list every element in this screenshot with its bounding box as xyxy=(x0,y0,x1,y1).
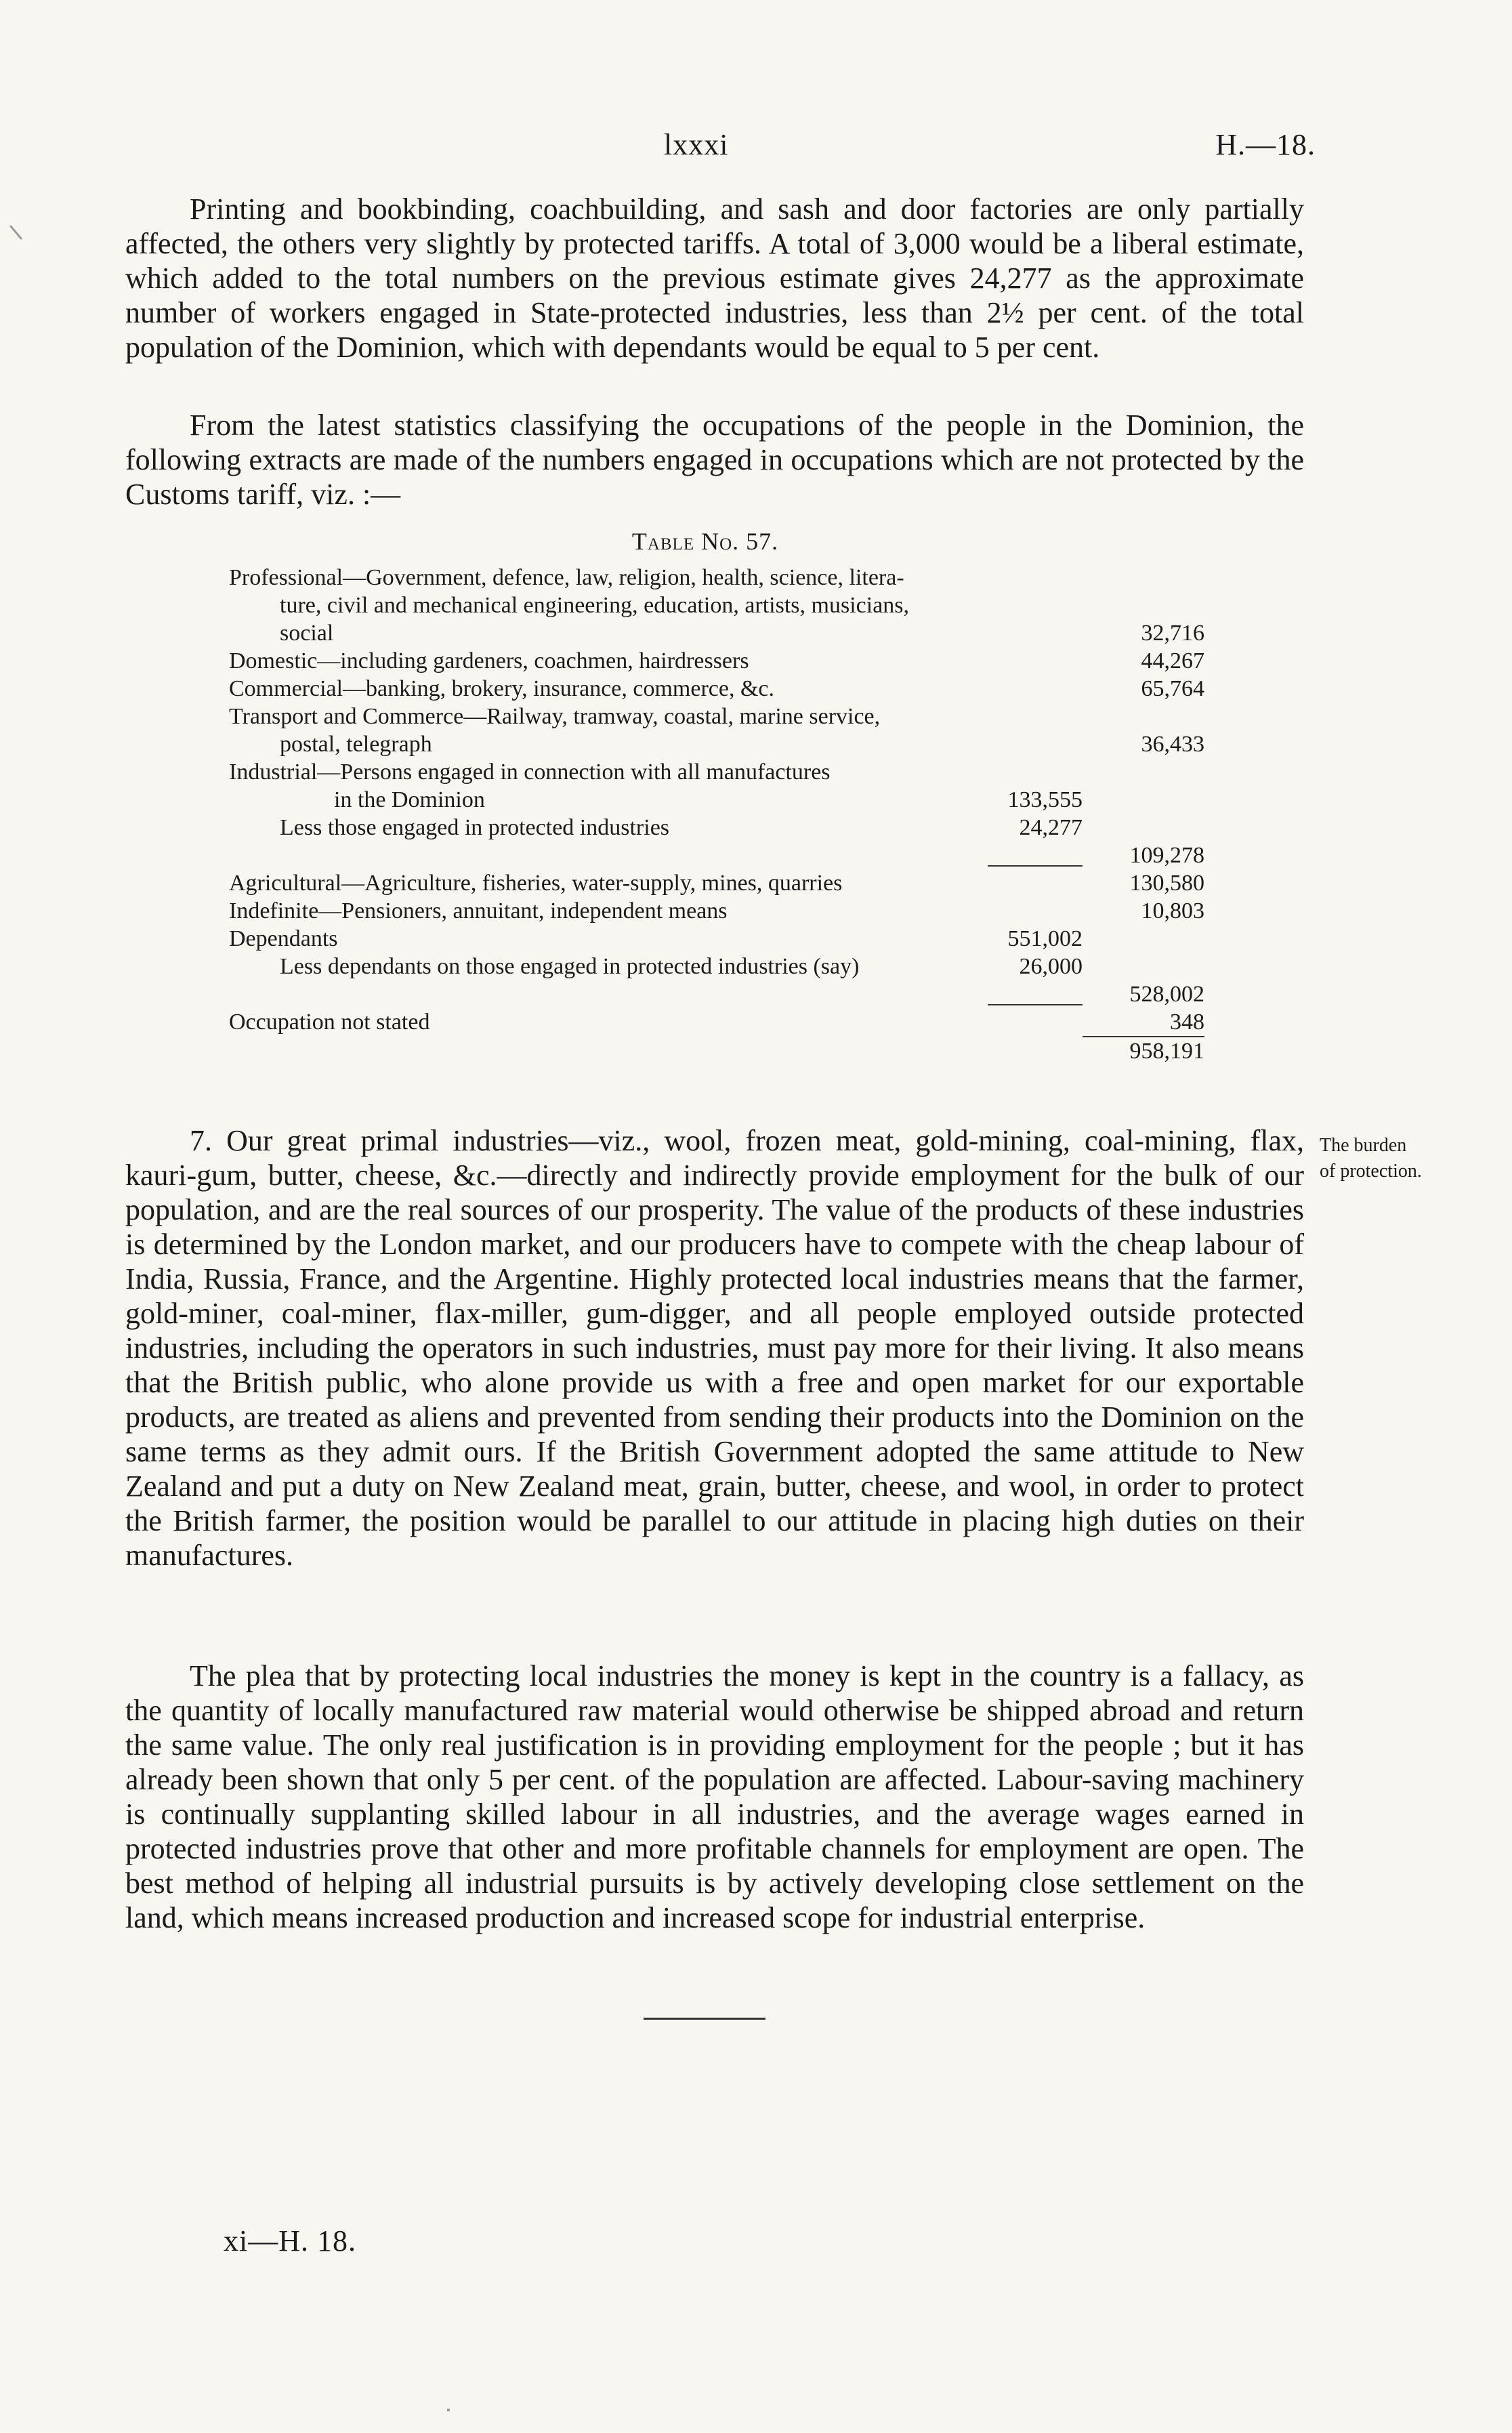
row-label: Professional—Government, defence, law, religion, health, science, litera- xyxy=(229,565,904,590)
scan-mark xyxy=(9,225,22,240)
row-label: Transport and Commerce—Railway, tramway, coastal, marine service, xyxy=(229,704,881,729)
row-label: Domestic—including gardeners, coachmen, hairdressers xyxy=(229,648,749,673)
row-value: 44,267 xyxy=(1141,648,1204,673)
row-label: postal, telegraph xyxy=(280,732,432,757)
row-value: 109,278 xyxy=(1129,843,1204,868)
table-row xyxy=(229,841,1204,869)
paragraph-statistics-intro: From the latest statistics classifying the occupations of the people in the Dominion, the following extracts are made of the numbers engaged in occupations which are not protected by the Customs tariff, viz. :— xyxy=(125,409,1304,511)
document-reference: H.—18. xyxy=(1215,128,1316,161)
table-row xyxy=(229,980,1204,1008)
scan-mark xyxy=(447,2409,450,2411)
section-7 xyxy=(125,1123,1304,1585)
table-row xyxy=(229,786,1204,814)
row-label: Commercial—banking, brokery, insurance, commerce, &c. xyxy=(229,676,775,701)
table-row xyxy=(229,953,1204,980)
table-row-total xyxy=(229,1037,1204,1065)
table-row xyxy=(229,758,1204,786)
row-label: Less dependants on those engaged in protected industries (say) xyxy=(280,954,860,979)
row-subtotal: 26,000 xyxy=(1019,954,1083,979)
table-row xyxy=(229,591,1204,619)
section-7-paragraph xyxy=(125,1123,1304,1573)
section-number: 7. xyxy=(190,1124,212,1157)
table-row xyxy=(229,703,1204,730)
table-row xyxy=(229,675,1204,703)
row-label: Dependants xyxy=(229,926,338,951)
row-label: Indefinite—Pensioners, annuitant, independent means xyxy=(229,898,728,923)
row-subtotal: 551,002 xyxy=(1007,926,1083,951)
margin-note xyxy=(1320,1133,1503,1184)
row-value: 36,433 xyxy=(1141,732,1204,757)
section-7-text: Our great primal industries—viz., wool, frozen meat, gold-mining, coal-mining, flax, kauri-gum, butter, cheese, &c.—directly and indirectly provide employment for the bulk of our population, and are the real sources of our prosperity. The value of the products of these industries is determined by the London market, and our producers have to compete with the cheap labour of India, Russia, France, and the Argentine. Highly protected local industries means that the farmer, gold-miner, coal-miner, flax-miller, gum-digger, and all people employed outside protected industries, including the operators in such industries, must pay more for their living. It also means that the British public, who alone provide us with a free and open market for our exportable products, are treated as aliens and prevented from sending their products into the Dominion on the same terms as they admit ours. If the British Government adopted the same attitude to New Zealand and put a duty on New Zealand meat, grain, butter, cheese, and wool, in order to protect the British farmer, the position would be parallel to our attitude in placing high duties on their manufactures. xyxy=(125,1124,1305,1572)
table-row xyxy=(229,1008,1204,1036)
row-label: Less those engaged in protected industries xyxy=(280,815,670,840)
page-number: lxxxi xyxy=(664,128,729,161)
table-row xyxy=(229,897,1204,925)
table-title: Table No. 57. xyxy=(631,528,779,555)
table-row xyxy=(229,814,1204,841)
occupations-table xyxy=(229,564,1204,1065)
row-value: 348 xyxy=(1170,1010,1204,1035)
body-column-intro xyxy=(125,408,1304,524)
row-value: 10,803 xyxy=(1141,898,1204,923)
table-row xyxy=(229,730,1204,758)
table-row xyxy=(229,619,1204,647)
row-value: 65,764 xyxy=(1141,676,1204,701)
row-label: ture, civil and mechanical engineering, education, artists, musicians, xyxy=(280,593,910,618)
body-column-top xyxy=(125,192,1304,377)
row-label: Occupation not stated xyxy=(229,1010,430,1035)
row-value: 32,716 xyxy=(1141,621,1204,646)
row-value: 130,580 xyxy=(1129,871,1204,896)
row-subtotal: 133,555 xyxy=(1007,787,1083,812)
table-row xyxy=(229,647,1204,675)
section-divider xyxy=(644,2018,765,2020)
grand-total: 958,191 xyxy=(1129,1039,1204,1064)
body-column-bottom xyxy=(125,1659,1304,1947)
margin-note-line: The burden xyxy=(1320,1135,1407,1156)
table-row xyxy=(229,564,1204,591)
table-row xyxy=(229,869,1204,897)
row-subtotal: 24,277 xyxy=(1019,815,1083,840)
row-label: Industrial—Persons engaged in connection with all manufactures xyxy=(229,760,831,785)
table-row xyxy=(229,925,1204,953)
row-label: in the Dominion xyxy=(334,787,485,812)
row-value: 528,002 xyxy=(1129,982,1204,1007)
margin-note-line: of protection. xyxy=(1320,1161,1422,1182)
paragraph-plea: The plea that by protecting local industries the money is kept in the country is a fallacy, as the quantity of locally manufactured raw material would otherwise be shipped abroad and return the same value. The only real justification is in providing employment for the people ; but it has already been shown that only 5 per cent. of the population are affected. Labour-saving machinery is continually supplanting skilled labour in all industries, and the average wages earned in protected industries prove that other and more profitable channels for employment are open. The best method of helping all industrial pursuits is by actively developing close settlement on the land, which means increased production and increased scope for industrial enterprise. xyxy=(125,1659,1304,1934)
paragraph-tariffs: Printing and bookbinding, coachbuilding, and sash and door factories are only partially affected, the others very slightly by protected tariffs. A total of 3,000 would be a liberal estimate, which added to the total numbers on the previous estimate gives 24,277 as the approximate number of workers engaged in State-protected industries, less than 2½ per cent. of the total population of the Dominion, which with dependants would be equal to 5 per cent. xyxy=(125,192,1304,364)
footer-signature: xi—H. 18. xyxy=(224,2224,356,2258)
row-label: social xyxy=(280,621,334,646)
row-label: Agricultural—Agriculture, fisheries, water-supply, mines, quarries xyxy=(229,871,843,896)
